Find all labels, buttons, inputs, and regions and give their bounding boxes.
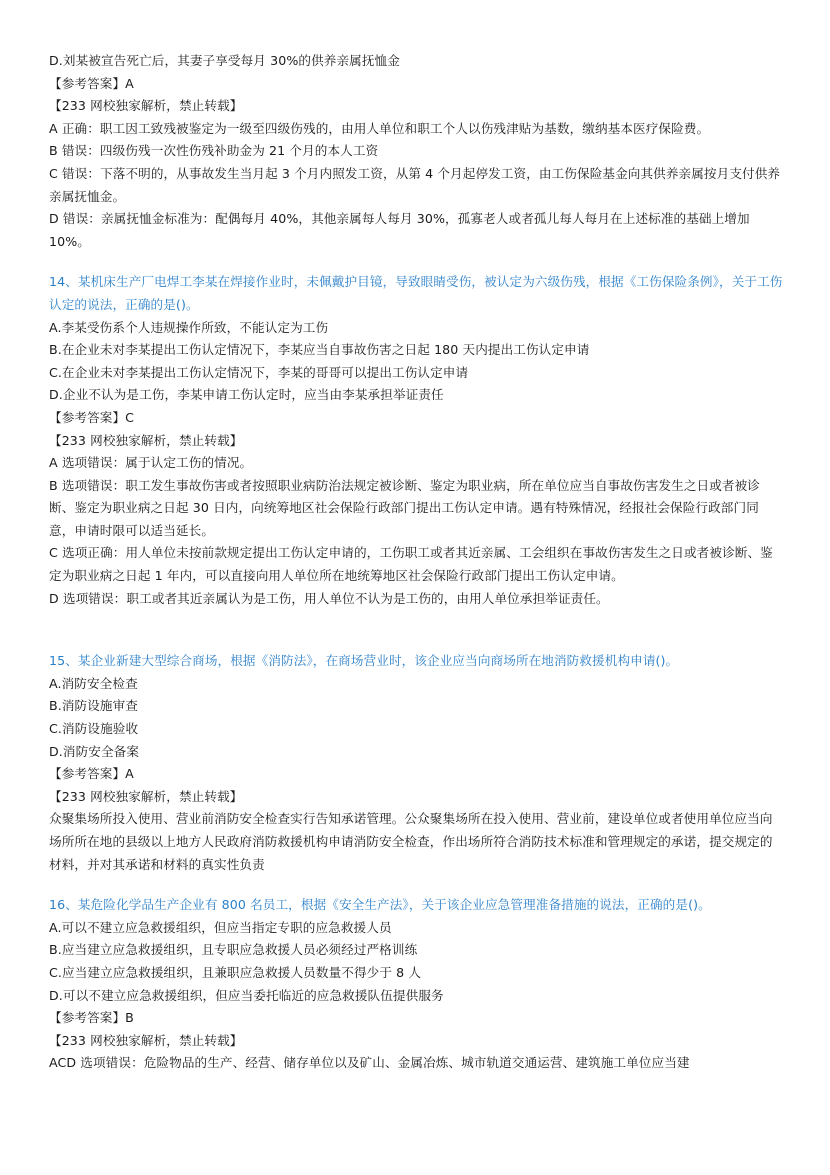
- option-a: A.消防安全检查: [49, 675, 138, 691]
- explanation-d: D 选项错误：职工或者其近亲属认为是工伤，用人单位不认为是工伤的，由用人单位承担举证责任。: [49, 590, 609, 606]
- option-d: D.消防安全备案: [49, 743, 140, 759]
- question-14: [49, 271, 783, 610]
- question-stem: 16、某危险化学品生产企业有 800 名员工，根据《安全生产法》，关于该企业应急管理准备措施的说法，正确的是()。: [49, 897, 711, 913]
- question-13-tail: [49, 50, 783, 253]
- explanation: 众聚集场所投入使用、营业前消防安全检查实行告知承诺管理。公众聚集场所在投入使用、营业前，建设单位或者使用单位应当向场所所在地的县级以上地方人民政府消防救援机构申请消防安全检查，作出场所符合消防技术标准和管理规定的承诺，提交规定的材料，并对其承诺和材料的真实性负责: [49, 811, 773, 872]
- explanation-d: D 错误：亲属抚恤金标准为：配偶每月 40%，其他亲属每人每月 30%，孤寡老人或者孤儿每人每月在上述标准的基础上增加 10%。: [49, 211, 750, 249]
- explanation-b: B 错误：四级伤残一次性伤残补助金为 21 个月的本人工资: [49, 143, 379, 159]
- option-a: A.李某受伤系个人违规操作所致，不能认定为工伤: [49, 319, 329, 335]
- option-a: A.可以不建立应急救援组织，但应当指定专职的应急救援人员: [49, 919, 392, 935]
- question-16: [49, 894, 783, 1075]
- document-page: [49, 50, 783, 1075]
- option-b: B.在企业未对李某提出工伤认定情况下，李某应当自事故伤害之日起 180 天内提出工伤认定申请: [49, 342, 590, 358]
- question-15: [49, 650, 783, 876]
- analysis-header: 【233 网校独家解析，禁止转载】: [49, 1032, 243, 1048]
- option-c: C.应当建立应急救援组织，且兼职应急救援人员数量不得少于 8 人: [49, 964, 422, 980]
- reference-answer: 【参考答案】C: [49, 409, 135, 425]
- explanation-acd: ACD 选项错误：危险物品的生产、经营、储存单位以及矿山、金属冶炼、城市轨道交通运营、建筑施工单位应当建: [49, 1055, 690, 1071]
- explanation-c: C 错误：下落不明的，从事故发生当月起 3 个月内照发工资，从第 4 个月起停发工资，由工伤保险基金向其供养亲属按月支付供养亲属抚恤金。: [49, 165, 781, 204]
- option-b: B.消防设施审查: [49, 698, 139, 714]
- option-c: C.消防设施验收: [49, 721, 139, 737]
- option-c: C.在企业未对李某提出工伤认定情况下，李某的哥哥可以提出工伤认定申请: [49, 364, 469, 380]
- reference-answer: 【参考答案】A: [49, 766, 134, 782]
- option-d: D.企业不认为是工伤，李某申请工伤认定时，应当由李某承担举证责任: [49, 387, 444, 403]
- analysis-header: 【233 网校独家解析，禁止转载】: [49, 788, 243, 804]
- explanation-a: A 选项错误：属于认定工伤的情况。: [49, 455, 253, 471]
- reference-answer: 【参考答案】A: [49, 75, 134, 91]
- option-d: D.可以不建立应急救援组织，但应当委托临近的应急救援队伍提供服务: [49, 987, 444, 1003]
- question-stem: 15、某企业新建大型综合商场，根据《消防法》，在商场营业时，该企业应当向商场所在地消防救援机构申请()。: [49, 653, 679, 669]
- analysis-header: 【233 网校独家解析，禁止转载】: [49, 98, 243, 114]
- explanation-c: C 选项正确：用人单位未按前款规定提出工伤认定申请的，工伤职工或者其近亲属、工会组织在事故伤害发生之日或者被诊断、鉴定为职业病之日起 1 年内，可以直接向用人单位所在地统筹地区社会保险行政部门提出工伤认定申请。: [49, 545, 773, 584]
- option-d: D.刘某被宣告死亡后，其妻子享受每月 30%的供养亲属抚恤金: [49, 53, 400, 68]
- analysis-header: 【233 网校独家解析，禁止转载】: [49, 432, 243, 448]
- reference-answer: 【参考答案】B: [49, 1010, 134, 1026]
- option-b: B.应当建立应急救援组织，且专职应急救援人员必须经过严格训练: [49, 942, 418, 958]
- explanation-b: B 选项错误：职工发生事故伤害或者按照职业病防治法规定被诊断、鉴定为职业病，所在单位应当自事故伤害发生之日或者被诊断、鉴定为职业病之日起 30 日内，向统筹地区社会保险行政部门提出工伤认定申请。遇有特殊情况，经报社会保险行政部门同意，申请时限可以适当延长。: [49, 477, 760, 538]
- question-stem: 14、某机床生产厂电焊工李某在焊接作业时，未佩戴护目镜，导致眼睛受伤，被认定为六级伤残，根据《工伤保险条例》，关于工伤认定的说法，正确的是()。: [49, 274, 783, 312]
- explanation-a: A 正确：职工因工致残被鉴定为一级至四级伤残的，由用人单位和职工个人以伤残津贴为基数，缴纳基本医疗保险费。: [49, 120, 710, 136]
